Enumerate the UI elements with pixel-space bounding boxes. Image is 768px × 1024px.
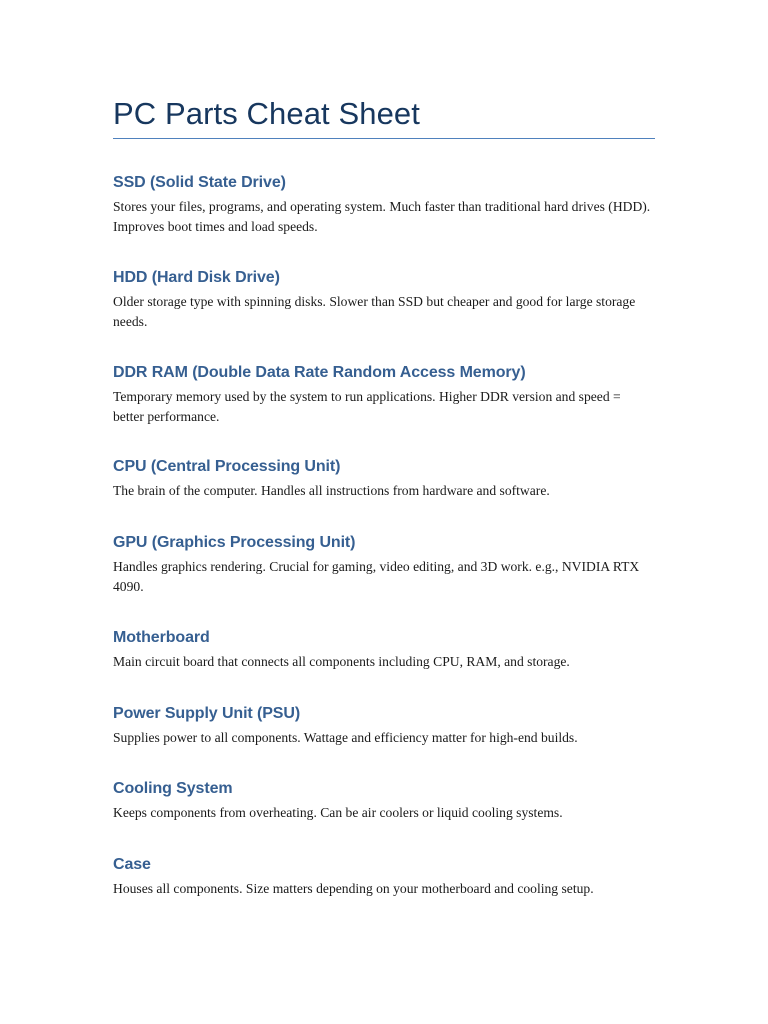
section-heading: Motherboard bbox=[113, 629, 210, 646]
section-gpu bbox=[113, 533, 655, 596]
section-heading: DDR RAM (Double Data Rate Random Access Memory) bbox=[113, 364, 526, 381]
document-page bbox=[113, 96, 655, 896]
section-heading: Cooling System bbox=[113, 780, 233, 797]
section-body: Supplies power to all components. Wattage and efficiency matter for high-end builds. bbox=[113, 730, 578, 745]
section-body: The brain of the computer. Handles all instructions from hardware and software. bbox=[113, 483, 550, 498]
section-body: Stores your files, programs, and operating system. Much faster than traditional hard drives (HDD). Improves boot times and load speeds. bbox=[113, 199, 651, 234]
section-cpu bbox=[113, 457, 655, 501]
section-motherboard bbox=[113, 628, 655, 672]
section-ddr-ram bbox=[113, 363, 655, 426]
section-heading: CPU (Central Processing Unit) bbox=[113, 458, 341, 475]
section-psu bbox=[113, 704, 655, 748]
section-body: Main circuit board that connects all components including CPU, RAM, and storage. bbox=[113, 654, 570, 669]
section-body: Temporary memory used by the system to run applications. Higher DDR version and speed = better performance. bbox=[113, 389, 621, 424]
section-body: Older storage type with spinning disks. Slower than SSD but cheaper and good for large storage needs. bbox=[113, 294, 636, 329]
section-heading: GPU (Graphics Processing Unit) bbox=[113, 534, 356, 551]
section-hdd bbox=[113, 268, 655, 331]
title-underline-rule bbox=[113, 138, 655, 139]
section-case bbox=[113, 855, 655, 899]
section-heading: Power Supply Unit (PSU) bbox=[113, 705, 301, 722]
section-body: Keeps components from overheating. Can be air coolers or liquid cooling systems. bbox=[113, 805, 563, 820]
section-body: Handles graphics rendering. Crucial for gaming, video editing, and 3D work. e.g., NVIDIA RTX 4090. bbox=[113, 559, 640, 594]
section-cooling-system bbox=[113, 779, 655, 823]
section-body: Houses all components. Size matters depending on your motherboard and cooling setup. bbox=[113, 881, 594, 896]
document-title: PC Parts Cheat Sheet bbox=[113, 96, 420, 131]
section-ssd bbox=[113, 173, 655, 236]
section-heading: HDD (Hard Disk Drive) bbox=[113, 269, 280, 286]
section-heading: SSD (Solid State Drive) bbox=[113, 174, 286, 191]
section-heading: Case bbox=[113, 856, 151, 873]
